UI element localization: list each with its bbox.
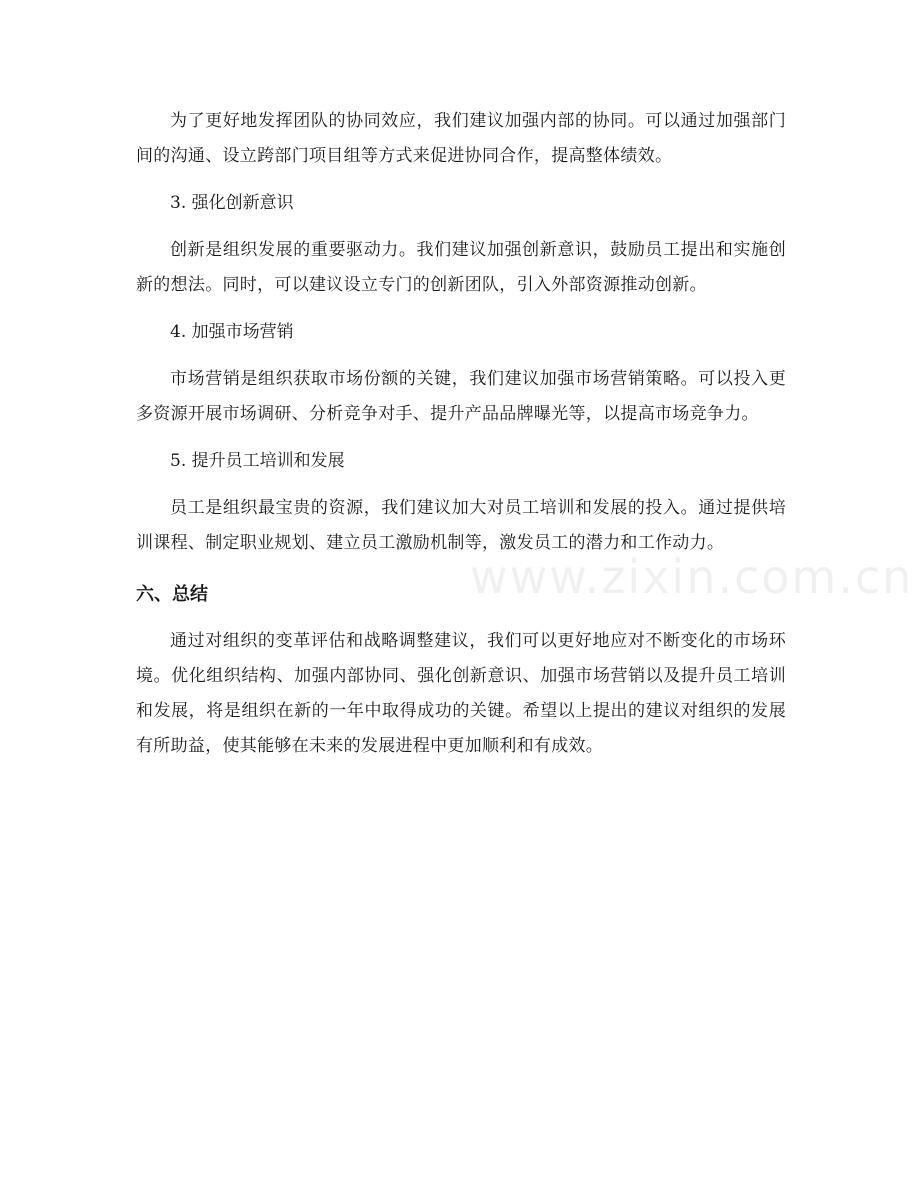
paragraph-innovation: 创新是组织发展的重要驱动力。我们建议加强创新意识，鼓励员工提出和实施创新的想法。同时，可以建议设立专门的创新团队，引入外部资源推动创新。 bbox=[136, 240, 786, 295]
paragraph-training: 员工是组织最宝贵的资源，我们建议加大对员工培训和发展的投入。通过提供培训课程、制定职业规划、建立员工激励机制等，激发员工的潜力和工作动力。 bbox=[136, 498, 786, 553]
item-title-marketing: 4. 加强市场营销 bbox=[170, 322, 294, 342]
item-title-training: 5. 提升员工培训和发展 bbox=[170, 451, 345, 471]
document-body bbox=[136, 104, 786, 764]
paragraph-collaboration: 为了更好地发挥团队的协同效应，我们建议加强内部的协同。可以通过加强部门间的沟通、设立跨部门项目组等方式来促进协同合作，提高整体绩效。 bbox=[136, 111, 786, 166]
section-heading-summary: 六、总结 bbox=[136, 584, 208, 605]
watermark: www.zixin.com.cn bbox=[470, 550, 914, 604]
paragraph-summary: 通过对组织的变革评估和战略调整建议，我们可以更好地应对不断变化的市场环境。优化组织结构、加强内部协同、强化创新意识、加强市场营销以及提升员工培训和发展，将是组织在新的一年中取得成功的关键。希望以上提出的建议对组织的发展有所助益，使其能够在未来的发展进程中更加顺利和有成效。 bbox=[136, 631, 786, 756]
item-title-innovation: 3. 强化创新意识 bbox=[170, 193, 294, 213]
paragraph-marketing: 市场营销是组织获取市场份额的关键，我们建议加强市场营销策略。可以投入更多资源开展市场调研、分析竞争对手、提升产品品牌曝光等，以提高市场竞争力。 bbox=[136, 369, 786, 424]
